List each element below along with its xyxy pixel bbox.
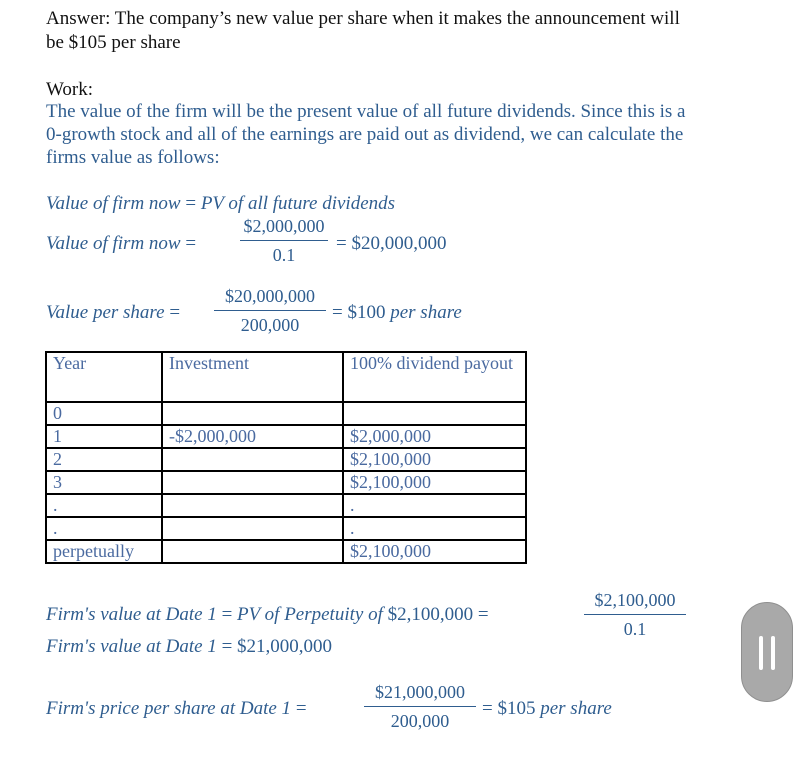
equation-date1-value-result: [46, 636, 332, 658]
eq6-lhs: Firm's price per share at Date 1: [46, 698, 292, 719]
eq1-equals: =: [180, 193, 201, 214]
eq6-result-unit: per share: [540, 698, 612, 719]
eq6-result: [482, 698, 612, 720]
eq2-denominator: 0.1: [272, 245, 296, 265]
eq6-denominator: 200,000: [390, 711, 450, 731]
eq5-lhs: Firm's value at Date 1: [46, 636, 217, 657]
cell-investment: [162, 494, 343, 517]
cell-investment: [162, 471, 343, 494]
eq4-denominator: 0.1: [623, 619, 647, 639]
eq3-denominator: 200,000: [240, 315, 300, 335]
work-line-2: 0-growth stock and all of the earnings are paid out as dividend, we can calculate the: [46, 124, 684, 145]
header-dividend-payout: 100% dividend payout: [343, 352, 526, 402]
drag-handle[interactable]: [741, 602, 793, 702]
dividend-table: [45, 351, 527, 564]
eq1-lhs: Value of firm now: [46, 193, 181, 214]
cell-year: 1: [46, 425, 162, 448]
cell-year: 2: [46, 448, 162, 471]
cell-investment: -$2,000,000: [162, 425, 343, 448]
eq3-numerator: $20,000,000: [214, 286, 326, 311]
table-row: [46, 540, 526, 563]
table-row: [46, 471, 526, 494]
answer-line-1: Answer: The company’s new value per share when it makes the announcement will: [46, 8, 680, 29]
table-row: [46, 517, 526, 540]
work-heading: Work:: [46, 79, 94, 100]
equation-value-per-share-lhs: [46, 302, 180, 324]
cell-investment: [162, 540, 343, 563]
cell-dividend: .: [343, 517, 526, 540]
eq3-result-unit: per share: [390, 302, 462, 323]
eq4-amount: $2,100,000 =: [382, 604, 489, 625]
eq4-equals: =: [216, 604, 238, 625]
cell-dividend: $2,000,000: [343, 425, 526, 448]
answer-line-2: be $105 per share: [46, 32, 181, 53]
table-row: [46, 402, 526, 425]
table-row: [46, 448, 526, 471]
eq2-result: = $20,000,000: [336, 233, 447, 254]
header-investment: Investment: [162, 352, 343, 402]
eq6-result-value: = $105: [482, 698, 541, 719]
cell-dividend: $2,100,000: [343, 471, 526, 494]
eq4-fraction: [584, 590, 686, 640]
header-year: Year: [46, 352, 162, 402]
eq2-fraction: [240, 216, 328, 266]
cell-investment: [162, 517, 343, 540]
eq5-rhs: = $21,000,000: [216, 636, 333, 657]
eq6-equals: =: [291, 698, 307, 719]
work-line-3: firms value as follows:: [46, 147, 220, 168]
eq4-numerator: $2,100,000: [584, 590, 686, 615]
cell-year: .: [46, 517, 162, 540]
eq2-equals: =: [180, 233, 197, 254]
cell-year: perpetually: [46, 540, 162, 563]
equation-firm-value-pv: [46, 193, 395, 215]
eq4-mid: PV of Perpetuity of: [237, 604, 383, 625]
table-row: [46, 494, 526, 517]
cell-year: 0: [46, 402, 162, 425]
eq3-result-value: = $100: [332, 302, 391, 323]
eq1-rhs: PV of all future dividends: [200, 193, 396, 214]
eq3-lhs: Value per share: [46, 302, 165, 323]
cell-investment: [162, 402, 343, 425]
eq6-numerator: $21,000,000: [364, 682, 476, 707]
eq2-numerator: $2,000,000: [240, 216, 328, 241]
eq2-lhs: Value of firm now: [46, 233, 181, 254]
cell-year: 3: [46, 471, 162, 494]
eq3-fraction: [214, 286, 326, 336]
table-header-row: [46, 352, 526, 402]
eq6-fraction: [364, 682, 476, 732]
eq3-result: [332, 302, 462, 324]
equation-price-per-share-lhs: [46, 698, 307, 720]
cell-dividend: $2,100,000: [343, 448, 526, 471]
cell-dividend: [343, 402, 526, 425]
cell-year: .: [46, 494, 162, 517]
cell-investment: [162, 448, 343, 471]
cell-dividend: $2,100,000: [343, 540, 526, 563]
eq4-lhs: Firm's value at Date 1: [46, 604, 217, 625]
equation-date1-value-pv: [46, 604, 489, 626]
equation-firm-value-lhs: [46, 233, 196, 255]
table-row: [46, 425, 526, 448]
cell-dividend: .: [343, 494, 526, 517]
eq3-equals: =: [164, 302, 181, 323]
work-line-1: The value of the firm will be the present value of all future dividends. Since this is a: [46, 101, 686, 122]
